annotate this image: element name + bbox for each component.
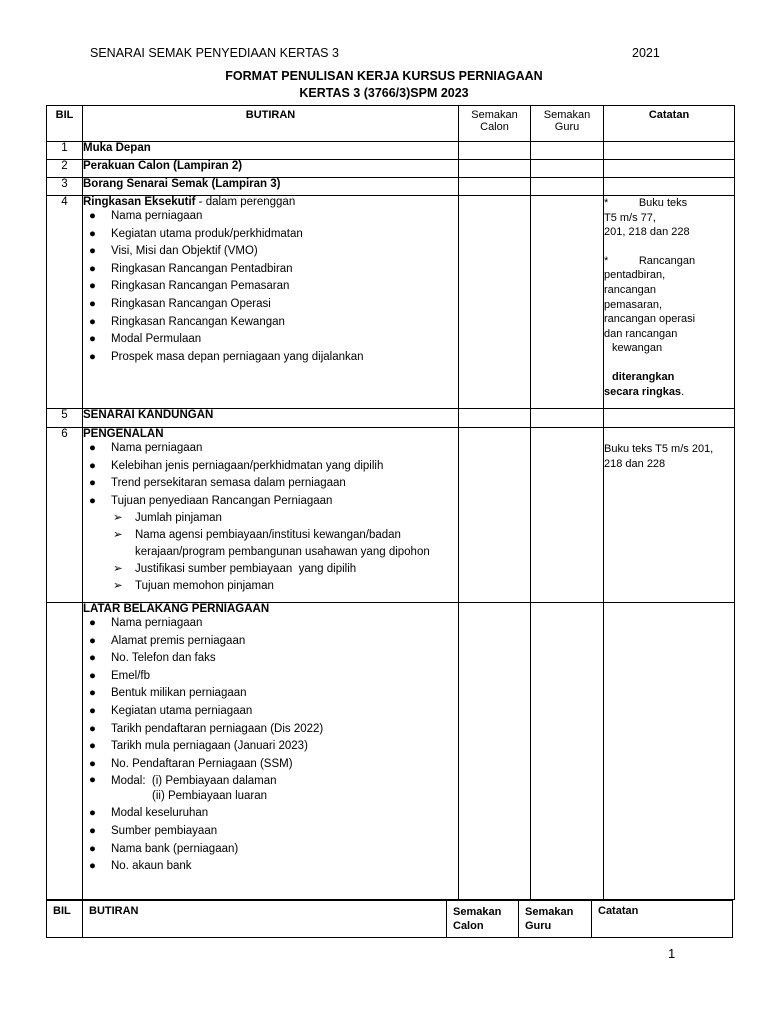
list-item: [83, 314, 458, 332]
check-guru-cell[interactable]: [531, 603, 604, 900]
bullet-icon: ●: [89, 687, 96, 700]
bullet-icon: ●: [89, 824, 96, 837]
note-line: * Rancangan: [604, 254, 696, 267]
row-title-suffix: - dalam perenggan: [195, 196, 296, 208]
row-bil: 6: [47, 428, 83, 603]
list-item-text: Kelebihan jenis perniagaan/perkhidmatan yang dipilih: [111, 459, 384, 472]
list-item-text: Kegiatan utama perniagaan: [111, 704, 253, 717]
bullet-icon: ●: [89, 807, 96, 820]
list-item: [83, 331, 458, 349]
tujuan-sublist: [83, 510, 458, 594]
list-item-text: Visi, Misi dan Objektif (VMO): [111, 245, 258, 258]
table-row: [47, 409, 735, 428]
row-bil: 2: [47, 160, 83, 178]
list-item-text: Modal Permulaan: [111, 333, 202, 346]
note-line: * Buku teks: [604, 197, 688, 209]
header-semakan-guru-label: Semakan Guru: [543, 109, 591, 133]
bullet-icon: ●: [89, 442, 96, 454]
row-title: SENARAI KANDUNGAN: [83, 409, 459, 428]
list-item-text: Ringkasan Rancangan Operasi: [111, 297, 271, 310]
list-item: [83, 208, 458, 226]
list-item-text: Modal: (i) Pembiayaan dalaman: [111, 775, 277, 788]
footer-header-catatan: Catatan: [592, 901, 733, 938]
list-item-text: Nama agensi pembiayaan/institusi kewangan/badan: [135, 529, 401, 542]
checklist-table: [46, 105, 735, 900]
note-line: secara ringkas: [604, 385, 682, 398]
list-item-text: No. akaun bank: [111, 860, 192, 873]
bullet-icon: ●: [89, 459, 96, 472]
bullet-icon: ●: [89, 227, 96, 240]
bullet-icon: ●: [89, 280, 96, 293]
list-item: [83, 633, 458, 651]
list-item-text: Sumber pembiayaan: [111, 824, 218, 837]
repeated-header-row: [47, 901, 733, 938]
list-item: [83, 823, 458, 841]
list-item-text: Nama perniagaan: [111, 617, 203, 629]
list-item: [83, 261, 458, 279]
list-item: [83, 226, 458, 244]
table-row: [47, 160, 735, 178]
list-item: [83, 493, 458, 511]
row-title: Ringkasan Eksekutif: [83, 196, 196, 208]
bullet-icon: ●: [89, 634, 96, 647]
check-guru-cell[interactable]: [531, 142, 604, 160]
note-line: pentadbiran,: [604, 269, 666, 282]
footer-header-bil: BIL: [47, 901, 83, 938]
list-item: [83, 243, 458, 261]
check-calon-cell[interactable]: [459, 428, 531, 603]
note-line: T5 m/s 77,: [604, 211, 656, 224]
footer-header-semakan-calon: [447, 901, 519, 938]
bullet-icon: ●: [89, 210, 96, 222]
arrow-bullet-icon: ➢: [113, 512, 123, 525]
list-item-text: Nama bank (perniagaan): [111, 842, 239, 855]
row-title: Perakuan Calon (Lampiran 2): [83, 160, 459, 178]
bullet-icon: ●: [89, 740, 96, 753]
table-row: [47, 603, 735, 900]
catatan-cell: [604, 160, 735, 178]
note-line: pemasaran,: [604, 298, 663, 311]
footer-header-butiran: BUTIRAN: [83, 901, 447, 938]
list-item: [83, 721, 458, 739]
catatan-cell: [604, 603, 735, 900]
header-semakan-calon: [459, 106, 531, 142]
list-item-text: No. Pendaftaran Perniagaan (SSM): [111, 757, 293, 770]
note-line: dan rancangan: [604, 327, 678, 340]
document-title: FORMAT PENULISAN KERJA KURSUS PERNIAGAAN: [225, 69, 543, 83]
header-semakan-guru: [531, 106, 604, 142]
bullet-icon: ●: [89, 722, 96, 735]
list-item-text: Ringkasan Rancangan Pentadbiran: [111, 262, 293, 275]
header-butiran: BUTIRAN: [83, 106, 459, 142]
header-catatan: Catatan: [604, 106, 735, 142]
arrow-bullet-icon: ➢: [113, 562, 123, 575]
list-item-text: (ii) Pembiayaan luaran: [152, 790, 268, 803]
list-item-text: Kegiatan utama produk/perkhidmatan: [111, 227, 303, 240]
bullet-icon: ●: [89, 297, 96, 310]
list-item: [83, 773, 458, 805]
list-item: [83, 841, 458, 859]
check-calon-cell[interactable]: [459, 409, 531, 428]
pengenalan-cell: [83, 428, 459, 603]
list-item: [83, 668, 458, 686]
row-title: Borang Senarai Semak (Lampiran 3): [83, 178, 459, 196]
catatan-cell: [604, 409, 735, 428]
footer-header-text: Semakan: [453, 906, 502, 918]
list-item: [83, 738, 458, 756]
header-semakan-calon-label: Semakan Calon: [471, 109, 518, 133]
list-item: [83, 278, 458, 296]
list-item: [83, 615, 458, 633]
catatan-cell: [604, 428, 735, 603]
list-item-text: Bentuk milikan perniagaan: [111, 687, 247, 700]
list-item-text: Justifikasi sumber pembiayaan yang dipilih: [135, 562, 357, 575]
table-header-row: [47, 106, 735, 142]
bullet-icon: ●: [89, 315, 96, 328]
note-line: 218 dan 228: [604, 458, 666, 470]
row-bil: 4: [47, 196, 83, 409]
list-item: [83, 296, 458, 314]
check-guru-cell[interactable]: [531, 409, 604, 428]
latar-belakang-list: [83, 615, 458, 876]
arrow-bullet-icon: ➢: [113, 529, 123, 542]
table-row: [47, 196, 735, 409]
list-item-text: Tarikh mula perniagaan (Januari 2023): [111, 740, 308, 753]
arrow-bullet-icon: ➢: [113, 579, 123, 592]
sub-list-item: [83, 527, 458, 561]
catatan-cell: [604, 178, 735, 196]
footer-header-semakan-guru: [519, 901, 592, 938]
bullet-icon: ●: [89, 704, 96, 717]
list-item-text: Emel/fb: [111, 669, 150, 682]
page-number: 1: [668, 946, 676, 961]
check-calon-cell[interactable]: [459, 178, 531, 196]
ringkasan-eksekutif-cell: [83, 196, 459, 409]
row-bil: 5: [47, 409, 83, 428]
bullet-icon: ●: [89, 350, 96, 363]
bullet-icon: ●: [89, 333, 96, 346]
row-title: PENGENALAN: [83, 428, 164, 440]
list-item-text: Tujuan penyediaan Rancangan Perniagaan: [111, 494, 333, 507]
catatan-cell: [604, 196, 735, 409]
note-line: kewangan: [612, 342, 663, 355]
note-line: rancangan: [604, 283, 656, 296]
check-calon-cell[interactable]: [459, 142, 531, 160]
ringkasan-list: [83, 208, 458, 366]
list-item: [83, 650, 458, 668]
check-guru-cell[interactable]: [531, 178, 604, 196]
list-item-text: kerajaan/program pembangunan usahawan yang dipohon: [135, 545, 430, 558]
check-guru-cell[interactable]: [531, 160, 604, 178]
list-item-text: Prospek masa depan perniagaan yang dijalankan: [111, 350, 364, 363]
bullet-icon: ●: [89, 652, 96, 665]
list-item: [83, 805, 458, 823]
row-bil: 1: [47, 142, 83, 160]
check-calon-cell[interactable]: [459, 160, 531, 178]
row-title: LATAR BELAKANG PERNIAGAAN: [83, 603, 270, 615]
row-title: Muka Depan: [83, 142, 459, 160]
list-item: [83, 703, 458, 721]
list-item: [83, 458, 458, 476]
bullet-icon: ●: [89, 245, 96, 258]
note-line-end: .: [681, 385, 685, 398]
list-item-text: Ringkasan Rancangan Kewangan: [111, 315, 285, 328]
pengenalan-list: [83, 440, 458, 510]
sub-list-item: [83, 510, 458, 527]
note-line: Buku teks T5 m/s 201,: [604, 443, 714, 455]
bullet-icon: ●: [89, 757, 96, 770]
document-header-year: 2021: [632, 46, 660, 60]
check-calon-cell[interactable]: [459, 196, 531, 409]
table-row: [47, 178, 735, 196]
footer-header-text: Guru: [525, 920, 552, 932]
list-item: [83, 440, 458, 458]
latar-belakang-cell: [83, 603, 459, 900]
list-item-text: Trend persekitaran semasa dalam perniagaan: [111, 477, 346, 490]
check-guru-cell[interactable]: [531, 428, 604, 603]
check-calon-cell[interactable]: [459, 603, 531, 900]
list-item-text: Nama perniagaan: [111, 442, 203, 454]
bullet-icon: ●: [89, 262, 96, 275]
list-item-text: Nama perniagaan: [111, 210, 203, 222]
bullet-icon: ●: [89, 617, 96, 629]
list-item: [83, 349, 458, 367]
list-item: [83, 475, 458, 493]
list-item-text: No. Telefon dan faks: [111, 652, 216, 665]
list-item-text: Tarikh pendaftaran perniagaan (Dis 2022): [111, 722, 324, 735]
table-row: [47, 142, 735, 160]
document-subtitle: KERTAS 3 (3766/3)SPM 2023: [299, 86, 469, 100]
list-item-text: Jumlah pinjaman: [135, 512, 222, 525]
bullet-icon: ●: [89, 494, 96, 507]
row-bil: 3: [47, 178, 83, 196]
note-line: 201, 218 dan 228: [604, 226, 690, 239]
bullet-icon: ●: [89, 774, 96, 787]
bullet-icon: ●: [89, 669, 96, 682]
document-header-title: SENARAI SEMAK PENYEDIAAN KERTAS 3: [90, 46, 339, 60]
list-item-text: Alamat premis perniagaan: [111, 634, 246, 647]
check-guru-cell[interactable]: [531, 196, 604, 409]
catatan-cell: [604, 142, 735, 160]
note-line: rancangan operasi: [604, 313, 696, 326]
table-row: [47, 428, 735, 603]
footer-header-text: Semakan: [525, 906, 574, 918]
bullet-icon: ●: [89, 842, 96, 855]
header-bil: BIL: [47, 106, 83, 142]
list-item-text: Modal keseluruhan: [111, 807, 209, 820]
note-line: diterangkan: [612, 370, 675, 383]
list-item-text: Ringkasan Rancangan Pemasaran: [111, 280, 290, 293]
list-item: [83, 756, 458, 774]
list-item: [83, 685, 458, 703]
sub-list-item: [83, 561, 458, 578]
footer-header-text: Calon: [453, 920, 484, 932]
sub-list-item: [83, 578, 458, 595]
bullet-icon: ●: [89, 477, 96, 490]
repeated-header-table: [46, 900, 733, 938]
list-item-text: Tujuan memohon pinjaman: [135, 579, 274, 592]
bullet-icon: ●: [89, 860, 96, 873]
row-bil: [47, 603, 83, 900]
list-item: [83, 858, 458, 876]
